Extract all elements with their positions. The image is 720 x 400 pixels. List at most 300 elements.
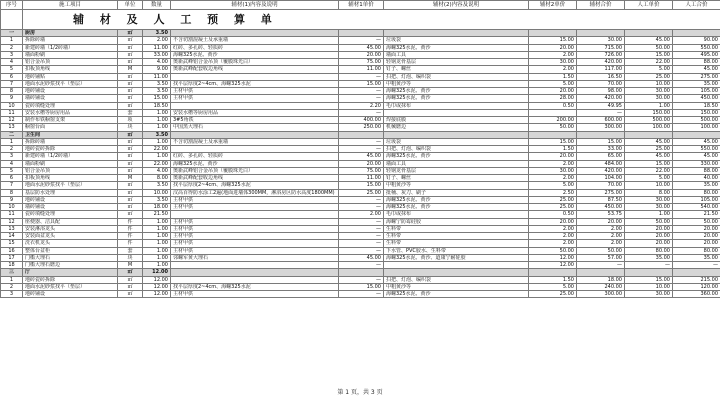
labor-price: 50.00: [625, 218, 673, 225]
material2-desc: 轻钢龙骨基层: [384, 59, 529, 66]
labor-price: 45.00: [625, 153, 673, 160]
labor-price: 20.00: [625, 233, 673, 240]
table-row: [1, 59, 720, 66]
column-header-row: [1, 1, 720, 10]
table-row: [1, 247, 720, 254]
labor-total: 360.00: [673, 291, 720, 298]
section-no: 一: [1, 30, 23, 37]
item-name: 瓷砖填缝处理: [23, 102, 118, 109]
row-no: 14: [1, 233, 23, 240]
material1-price: —: [339, 37, 384, 44]
labor-total: 90.00: [673, 37, 720, 44]
material2-price: 2.00: [529, 175, 577, 182]
material2-price: 20.00: [529, 218, 577, 225]
item-name: 墙砖铺设: [23, 204, 118, 211]
material2-price: 1.50: [529, 73, 577, 80]
unit: M: [118, 175, 143, 182]
quantity: 11.00: [143, 73, 171, 80]
table-row: [1, 66, 720, 73]
labor-price: 500.00: [625, 117, 673, 124]
labor-price: 15.00: [625, 160, 673, 167]
row-no: 6: [1, 175, 23, 182]
header-mat-total: 辅材合价: [577, 1, 625, 10]
labor-price: 10.00: [625, 283, 673, 290]
material1-price: 25.00: [339, 189, 384, 196]
item-name: 地砖瓷砖拆除: [23, 276, 118, 283]
item-name: 墙面粉刷: [23, 160, 118, 167]
table-row: [1, 167, 720, 174]
quantity: 12.00: [143, 283, 171, 290]
header-unit: 单位: [118, 1, 143, 10]
item-name: 座便器、洁具配: [23, 218, 118, 225]
labor-price: 25.00: [625, 146, 673, 153]
labor-total: 80.00: [673, 247, 720, 254]
item-name: 地面水泥砂浆找平（垫层）: [23, 80, 118, 87]
material2-price: 2.50: [529, 189, 577, 196]
table-row: [1, 73, 720, 80]
material-total: 300.00: [577, 124, 625, 131]
unit: ㎡: [118, 95, 143, 102]
labor-total: 275.00: [673, 73, 720, 80]
material2-price: 15.00: [529, 138, 577, 145]
unit: ㎡: [118, 204, 143, 211]
labor-price: 15.00: [625, 276, 673, 283]
labor-total: 550.00: [673, 146, 720, 153]
row-no: 3: [1, 51, 23, 58]
material2-desc: 焊接底膜: [384, 117, 529, 124]
material-total: 104.00: [577, 175, 625, 182]
labor-total: 20.00: [673, 225, 720, 232]
labor-price: 100.00: [625, 124, 673, 131]
labor-total: 120.00: [673, 283, 720, 290]
item-name: 墙砖铺设: [23, 95, 118, 102]
section-qty: 3.50: [143, 131, 171, 138]
item-name: 门槛大理石磨边: [23, 262, 118, 269]
quantity: 21.50: [143, 211, 171, 218]
labor-total: 88.00: [673, 167, 720, 174]
labor-price: 1.00: [625, 211, 673, 218]
unit: 件: [118, 233, 143, 240]
labor-price: 30.00: [625, 291, 673, 298]
unit: ㎡: [118, 276, 143, 283]
material1-desc: 奥新武峰铝合金吊顶（覆膜珠光白）: [171, 167, 339, 174]
material2-desc: [384, 262, 529, 269]
quantity: 3.50: [143, 196, 171, 203]
material2-price: 12.00: [529, 254, 577, 261]
material2-desc: 墙面工具: [384, 160, 529, 167]
material-total: 240.00: [577, 283, 625, 290]
material1-desc: [171, 262, 339, 269]
section-name: 厅: [23, 269, 118, 276]
material-total: 57.00: [577, 254, 625, 261]
material2-price: 5.00: [529, 80, 577, 87]
material1-desc: [171, 102, 339, 109]
item-name: 新建砖墙（1/2砖墙）: [23, 44, 118, 51]
quantity: 1.00: [143, 117, 171, 124]
item-name: 地面水泥砂浆找平（垫层）: [23, 182, 118, 189]
material2-desc: 海螺325水泥、黄沙: [384, 44, 529, 51]
material2-price: 2.00: [529, 51, 577, 58]
unit: 套: [118, 109, 143, 116]
item-name: 瓷砖填缝处理: [23, 211, 118, 218]
unit: ㎡: [118, 51, 143, 58]
material1-price: 400.00: [339, 117, 384, 124]
item-name: 新建砖墙（1/2砖墙）: [23, 153, 118, 160]
material-total: 275.00: [577, 189, 625, 196]
material1-price: —: [339, 138, 384, 145]
material2-price: [529, 109, 577, 116]
material1-price: 250.00: [339, 124, 384, 131]
material1-price: 15.00: [339, 283, 384, 290]
material1-desc: 红砖、多孔砖、轻质砖: [171, 44, 339, 51]
item-name: 橱窗台面: [23, 124, 118, 131]
table-row: [1, 51, 720, 58]
material2-desc: 钉子、螺丝: [384, 66, 529, 73]
quantity: 1.00: [143, 225, 171, 232]
table-row: [1, 189, 720, 196]
material1-price: 11.00: [339, 175, 384, 182]
row-no: 7: [1, 182, 23, 189]
material2-desc: 海螺325水泥、黄沙: [384, 204, 529, 211]
material-total: 420.00: [577, 95, 625, 102]
section-qty: 12.00: [143, 269, 171, 276]
material-total: 16.50: [577, 73, 625, 80]
labor-price: 45.00: [625, 138, 673, 145]
labor-price: 10.00: [625, 80, 673, 87]
row-no: 11: [1, 109, 23, 116]
labor-total: 215.00: [673, 276, 720, 283]
unit: ㎡: [118, 37, 143, 44]
material2-price: 50.00: [529, 247, 577, 254]
quantity: 8.00: [143, 175, 171, 182]
material1-desc: 找平层厚度2~4cm、海螺325水泥: [171, 182, 339, 189]
material2-desc: 海螺325水泥、黄沙: [384, 95, 529, 102]
table-row: [1, 124, 720, 131]
item-name: 制作布铁橱窗支架: [23, 117, 118, 124]
unit: ㎡: [118, 182, 143, 189]
quantity: 3.50: [143, 80, 171, 87]
material2-price: 28.00: [529, 95, 577, 102]
labor-price: 150.00: [625, 109, 673, 116]
quantity: 33.00: [143, 51, 171, 58]
material-total: 30.00: [577, 37, 625, 44]
material1-price: 15.00: [339, 80, 384, 87]
table-row: [1, 283, 720, 290]
unit: ㎡: [118, 138, 143, 145]
table-row: [1, 88, 720, 95]
material2-price: 5.00: [529, 283, 577, 290]
row-no: 12: [1, 117, 23, 124]
material2-desc: 机械磨边: [384, 124, 529, 131]
table-row: [1, 218, 720, 225]
page-title: 辅 材 及 人 工 预 算 单: [23, 10, 720, 30]
row-no: 10: [1, 102, 23, 109]
material2-desc: 海螺325水泥、黄沙: [384, 291, 529, 298]
material1-desc: 中国黑大理石: [171, 124, 339, 131]
quantity: 1.00: [143, 240, 171, 247]
row-no: 13: [1, 124, 23, 131]
page-footer: 第 1 页，共 3 页: [337, 389, 383, 396]
material1-price: —: [339, 218, 384, 225]
material2-desc: 批桶、灰刀、刷子: [384, 189, 529, 196]
material-total: 87.50: [577, 196, 625, 203]
unit: 块: [118, 254, 143, 261]
section-name: 卫生间: [23, 131, 118, 138]
material1-desc: 找平层厚度2~4cm、海螺325水泥: [171, 283, 339, 290]
unit: ㎡: [118, 146, 143, 153]
material-total: 2.00: [577, 240, 625, 247]
labor-total: 495.00: [673, 51, 720, 58]
row-no: 12: [1, 218, 23, 225]
item-name: 地砖铺贴: [23, 73, 118, 80]
material1-price: —: [339, 233, 384, 240]
material1-desc: 安装水槽等厨房用品: [171, 109, 339, 116]
material2-desc: 海螺325水泥、黄沙: [384, 88, 529, 95]
material2-desc: 海螺325水泥、黄沙: [384, 153, 529, 160]
header-mat1: 辅材(1)内容及说明: [171, 1, 339, 10]
material1-desc: 主材甲供: [171, 95, 339, 102]
row-no: 8: [1, 88, 23, 95]
row-no: 8: [1, 189, 23, 196]
table-row: [1, 153, 720, 160]
material2-price: 0.50: [529, 211, 577, 218]
material2-price: 2.00: [529, 233, 577, 240]
material2-desc: 钉子、螺丝: [384, 175, 529, 182]
quantity: 3.50: [143, 88, 171, 95]
quantity: 3.50: [143, 182, 171, 189]
item-name: 地砖铺设: [23, 88, 118, 95]
section-unit: ㎡: [118, 30, 143, 37]
quantity: 4.00: [143, 167, 171, 174]
quantity: 15.00: [143, 95, 171, 102]
labor-total: 45.00: [673, 153, 720, 160]
table-row: [1, 109, 720, 116]
table-row: [1, 117, 720, 124]
item-name: 拆除砖墙: [23, 37, 118, 44]
unit: 套: [118, 247, 143, 254]
labor-price: 8.00: [625, 189, 673, 196]
item-name: 洗衣机龙头: [23, 240, 118, 247]
material-total: 49.95: [577, 102, 625, 109]
material2-desc: 毛巾或抹布: [384, 211, 529, 218]
labor-price: 10.00: [625, 182, 673, 189]
material1-price: —: [339, 225, 384, 232]
row-no: 1: [1, 276, 23, 283]
item-name: 门槛大理石: [23, 254, 118, 261]
unit: ㎡: [118, 160, 143, 167]
labor-total: 45.00: [673, 138, 720, 145]
material2-desc: 下水管、PVC胶水、生料带: [384, 247, 529, 254]
material2-price: 25.00: [529, 196, 577, 203]
header-qty: 数量: [143, 1, 171, 10]
material1-desc: 找平层厚度2~4cm、海螺325水泥: [171, 80, 339, 87]
labor-total: 18.50: [673, 102, 720, 109]
material2-desc: 轻钢龙骨基层: [384, 167, 529, 174]
material2-desc: 墙面工具: [384, 51, 529, 58]
quantity: 1.00: [143, 218, 171, 225]
table-row: [1, 102, 720, 109]
table-row: [1, 37, 720, 44]
material1-price: 11.00: [339, 66, 384, 73]
material2-price: 1.50: [529, 146, 577, 153]
material1-price: 20.00: [339, 51, 384, 58]
material1-price: 75.00: [339, 167, 384, 174]
labor-total: 88.00: [673, 59, 720, 66]
item-name: 安装面盆龙头: [23, 233, 118, 240]
row-no: 9: [1, 196, 23, 203]
material1-desc: 主材甲供: [171, 204, 339, 211]
material1-desc: [171, 146, 339, 153]
title-row: [1, 10, 720, 30]
material-total: 715.00: [577, 44, 625, 51]
quantity: 9.00: [143, 66, 171, 73]
header-labor-price: 人工单价: [625, 1, 673, 10]
material2-desc: 海螺325水泥、黄沙: [384, 196, 529, 203]
row-no: 13: [1, 225, 23, 232]
material2-price: 2.00: [529, 225, 577, 232]
labor-price: 5.00: [625, 66, 673, 73]
table-row: [1, 182, 720, 189]
section-row: [1, 131, 720, 138]
labor-price: 22.00: [625, 59, 673, 66]
labor-price: 50.00: [625, 44, 673, 51]
material1-price: —: [339, 204, 384, 211]
quantity: 1.00: [143, 138, 171, 145]
material1-price: —: [339, 262, 384, 269]
material1-desc: 不含切割混凝土及承重墙: [171, 138, 339, 145]
item-name: 安装水槽等厨房用品: [23, 109, 118, 116]
material1-desc: 汉高百得防水涂工2遍(地面进墙体300MM，淋浴房区防水高度1800MM): [171, 189, 339, 196]
labor-total: 50.00: [673, 218, 720, 225]
table-row: [1, 44, 720, 51]
material1-price: 45.00: [339, 44, 384, 51]
row-no: 3: [1, 153, 23, 160]
quantity: 11.00: [143, 44, 171, 51]
row-no: 3: [1, 291, 23, 298]
material2-price: 1.50: [529, 276, 577, 283]
row-no: 2: [1, 146, 23, 153]
item-name: 安装淋浴龙头: [23, 225, 118, 232]
item-name: 铝合金吊顶: [23, 167, 118, 174]
labor-total: 21.50: [673, 211, 720, 218]
row-no: 4: [1, 160, 23, 167]
row-no: 4: [1, 59, 23, 66]
table-row: [1, 276, 720, 283]
labor-total: 550.00: [673, 44, 720, 51]
material2-price: 25.00: [529, 204, 577, 211]
quantity: 1.00: [143, 262, 171, 269]
unit: ㎡: [118, 153, 143, 160]
material1-desc: 主材甲供: [171, 247, 339, 254]
quantity: 1.00: [143, 233, 171, 240]
labor-total: 20.00: [673, 240, 720, 247]
labor-total: 40.00: [673, 175, 720, 182]
material1-desc: 主材甲供: [171, 240, 339, 247]
row-no: 5: [1, 66, 23, 73]
material-total: 420.00: [577, 59, 625, 66]
section-unit: ㎡: [118, 269, 143, 276]
quantity: 1.00: [143, 124, 171, 131]
header-no: 序号: [1, 1, 23, 10]
material2-price: 25.00: [529, 291, 577, 298]
quantity: 12.00: [143, 291, 171, 298]
material1-desc: [171, 211, 339, 218]
unit: ㎡: [118, 88, 143, 95]
material2-desc: 中粗黄沙等: [384, 283, 529, 290]
material2-desc: 扫把、灯泡、编织袋: [384, 73, 529, 80]
material2-price: 20.00: [529, 88, 577, 95]
material1-desc: 海螺325水泥、黄沙: [171, 160, 339, 167]
material2-desc: 垃圾袋: [384, 138, 529, 145]
labor-price: 20.00: [625, 225, 673, 232]
material2-price: 15.00: [529, 37, 577, 44]
labor-total: 80.00: [673, 189, 720, 196]
labor-total: 20.00: [673, 233, 720, 240]
material2-price: 12.00: [529, 262, 577, 269]
quantity: 1.00: [143, 247, 171, 254]
material2-desc: 毛巾或抹布: [384, 102, 529, 109]
header-mat2: 辅材(2)内容及说明: [384, 1, 529, 10]
quantity: 22.00: [143, 160, 171, 167]
material1-desc: 主材甲供: [171, 218, 339, 225]
unit: ㎡: [118, 73, 143, 80]
material2-desc: 垃圾袋: [384, 37, 529, 44]
table-row: [1, 196, 720, 203]
material1-price: —: [339, 73, 384, 80]
labor-price: —: [625, 262, 673, 269]
material2-price: 50.00: [529, 124, 577, 131]
material2-desc: 生料带: [384, 225, 529, 232]
material-total: 300.00: [577, 291, 625, 298]
labor-price: 25.00: [625, 73, 673, 80]
labor-total: 35.00: [673, 80, 720, 87]
quantity: 1.00: [143, 254, 171, 261]
material-total: 2.00: [577, 225, 625, 232]
material-total: 2.00: [577, 233, 625, 240]
table-row: [1, 146, 720, 153]
row-no: 9: [1, 95, 23, 102]
material1-desc: 主材甲供: [171, 233, 339, 240]
material1-desc: 3#5角铁: [171, 117, 339, 124]
row-no: 11: [1, 211, 23, 218]
material1-price: —: [339, 291, 384, 298]
labor-total: 500.00: [673, 117, 720, 124]
unit: M: [118, 66, 143, 73]
labor-total: 450.00: [673, 95, 720, 102]
material2-price: 200.00: [529, 117, 577, 124]
item-name: 地砖铺设: [23, 291, 118, 298]
item-name: 墙面粉刷: [23, 51, 118, 58]
material2-desc: [384, 109, 529, 116]
material2-desc: 中粗黄沙等: [384, 80, 529, 87]
material-total: 53.75: [577, 211, 625, 218]
material-total: 450.00: [577, 204, 625, 211]
unit: ㎡: [118, 196, 143, 203]
table-row: [1, 240, 720, 247]
material-total: 50.00: [577, 247, 625, 254]
material2-desc: 生料带: [384, 240, 529, 247]
table-row: [1, 211, 720, 218]
table-row: [1, 138, 720, 145]
material-total: 65.00: [577, 153, 625, 160]
labor-price: 35.00: [625, 254, 673, 261]
section-row: [1, 30, 720, 37]
material1-desc: [171, 276, 339, 283]
material1-desc: 奥新武峰铝合金吊顶（覆膜珠光白）: [171, 59, 339, 66]
row-no: 7: [1, 80, 23, 87]
section-no: 三: [1, 269, 23, 276]
material1-price: —: [339, 276, 384, 283]
